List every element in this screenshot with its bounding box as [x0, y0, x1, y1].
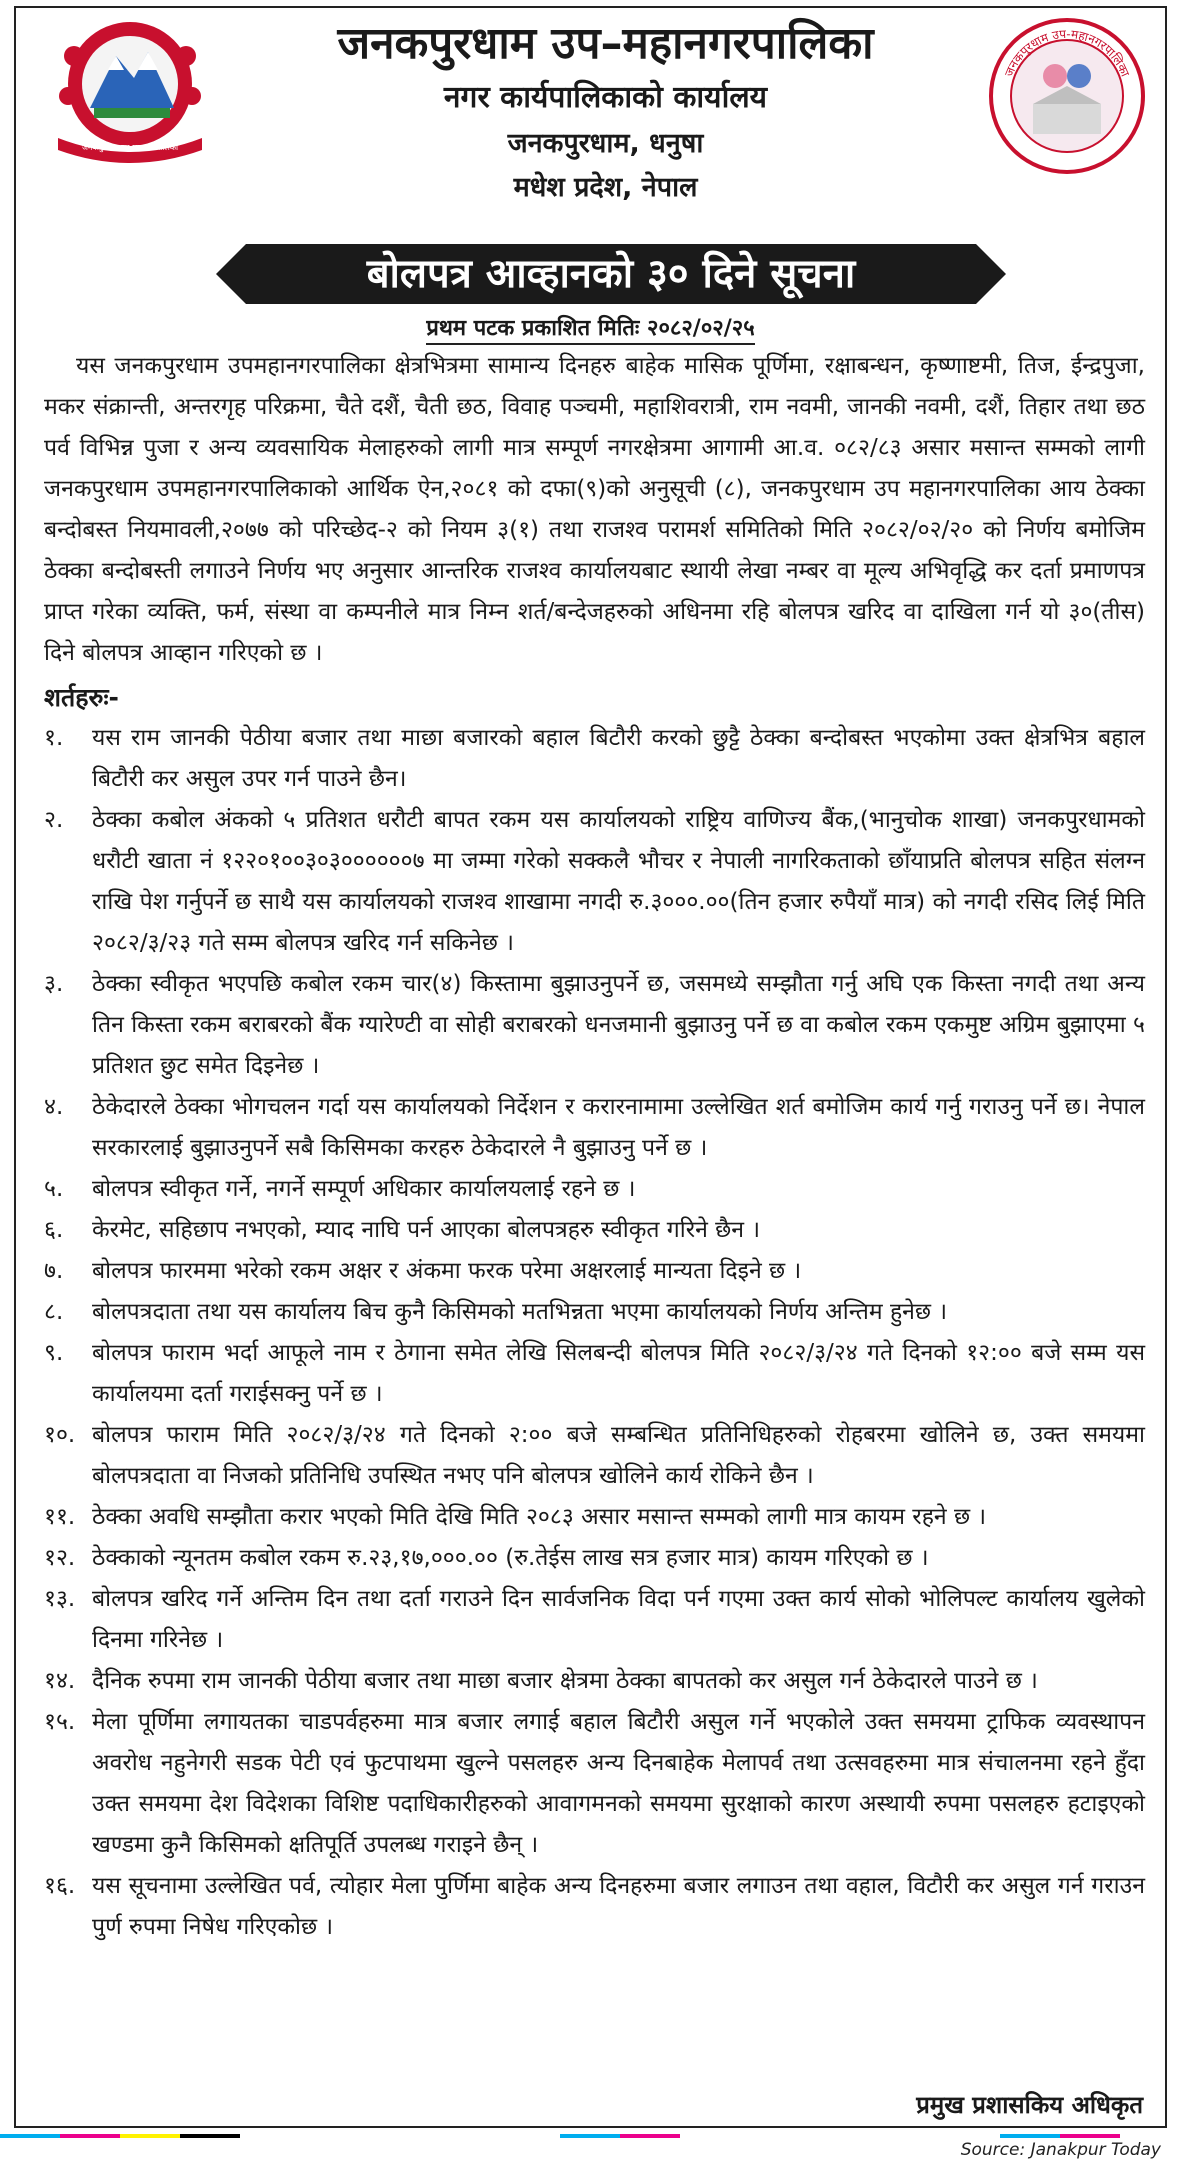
condition-number: १५.: [44, 1709, 76, 1735]
office-heading: [236, 14, 975, 210]
notice-title: बोलपत्र आव्हानको ३० दिने सूचना: [366, 251, 856, 297]
condition-number: १०.: [44, 1422, 76, 1448]
notice-header: [16, 8, 1165, 243]
condition-text: केरमेट, सहिछाप नभएको, म्याद नाघि पर्न आएका बोलपत्रहरु स्वीकृत गरिने छैन ।: [92, 1217, 761, 1243]
condition-text: ठेकेदारले ठेक्का भोगचलन गर्दा यस कार्यालयको निर्देशन र करारनामामा उल्लेखित शर्त बमोजिम कार्य गर्नु गराउनु पर्ने छ। नेपाल सरकारलाई बुझाउनुपर्ने सबै किसिमका करहरु ठेकेदारले नै बुझाउनु पर्ने छ ।: [92, 1094, 1145, 1161]
condition-item: [44, 964, 1145, 1087]
emblem-left-caption: जनकपुरधाम उप-महानगरपालिका: [81, 143, 179, 152]
condition-item: [44, 1210, 1145, 1251]
condition-number: २.: [44, 807, 64, 833]
condition-number: ६.: [44, 1217, 64, 1243]
condition-number: ४.: [44, 1094, 64, 1120]
condition-item: [44, 1415, 1145, 1497]
condition-item: [44, 1579, 1145, 1661]
condition-item: [44, 1866, 1145, 1948]
condition-item: [44, 1169, 1145, 1210]
signature-title: प्रमुख प्रशासकिय अधिकृत: [916, 2091, 1143, 2119]
notice-frame: [14, 6, 1167, 2128]
nepal-emblem-icon: [38, 16, 222, 166]
office-province: मधेश प्रदेश, नेपाल: [513, 172, 698, 203]
condition-item: [44, 800, 1145, 964]
condition-number: ८.: [44, 1299, 64, 1325]
condition-item: [44, 1497, 1145, 1538]
notice-body: [44, 346, 1145, 1948]
condition-text: मेला पूर्णिमा लगायतका चाडपर्वहरुमा मात्र बजार लगाई बहाल बिटौरी असुल गर्ने भएकोले उक्त समयमा ट्राफिक व्यवस्थापन अवरोध नहुनेगरी सडक पेटी एवं फुटपाथमा खुल्ने पसलहरु अन्य दिनबाहेक मेलापर्व तथा उत्सवहरुमा मात्र संचालनमा रहने हुँदा उक्त समयमा देश विदेशका विशिष्ट पदाधिकारीहरुको आवागमनको समयमा सुरक्षाको कारण अस्थायी रुपमा पसलहरु हटाइएको खण्डमा कुनै किसिमको क्षतिपूर्ति उपलब्ध गराइने छैन् ।: [92, 1709, 1145, 1858]
condition-number: ७.: [44, 1258, 64, 1284]
condition-number: ९.: [44, 1340, 64, 1366]
published-date: [16, 312, 1165, 342]
condition-number: ११.: [44, 1504, 76, 1530]
condition-text: दैनिक रुपमा राम जानकी पेठीया बजार तथा माछा बजार क्षेत्रमा ठेक्का बापतको कर असुल गर्न ठेकेदारले पाउने छ ।: [92, 1668, 1038, 1694]
office-name: नगर कार्यपालिकाको कार्यालय: [443, 80, 768, 115]
condition-item: [44, 1702, 1145, 1866]
condition-text: ठेक्का अवधि सम्झौता करार भएको मिति देखि मिति २०८३ असार मसान्त सम्मको लागी मात्र कायम रहने छ ।: [92, 1504, 987, 1530]
condition-number: १.: [44, 725, 64, 751]
municipality-logo-icon: [987, 16, 1147, 176]
source-credit: Source: Janakpur Today: [960, 2140, 1161, 2160]
condition-item: [44, 718, 1145, 800]
office-location: जनकपुरधाम, धनुषा: [507, 128, 704, 159]
condition-number: १६.: [44, 1873, 76, 1899]
condition-text: यस राम जानकी पेठीया बजार तथा माछा बजारको बहाल बिटौरी करको छुट्टै ठेक्का बन्दोबस्त भएकोमा उक्त क्षेत्रभित्र बहाल बिटौरी कर असुल उपर गर्न पाउने छैन।: [92, 725, 1145, 792]
condition-number: १२.: [44, 1545, 76, 1571]
condition-text: बोलपत्र फारममा भरेको रकम अक्षर र अंकमा फरक परेमा अक्षरलाई मान्यता दिइने छ ।: [92, 1258, 802, 1284]
condition-item: [44, 1538, 1145, 1579]
condition-item: [44, 1251, 1145, 1292]
condition-item: [44, 1087, 1145, 1169]
condition-text: बोलपत्र स्वीकृत गर्ने, नगर्ने सम्पूर्ण अधिकार कार्यालयलाई रहने छ ।: [92, 1176, 636, 1202]
condition-number: १४.: [44, 1668, 76, 1694]
published-date-text: प्रथम पटक प्रकाशित मितिः २०८२/०२/२५: [426, 316, 754, 345]
condition-text: ठेक्का कबोल अंकको ५ प्रतिशत धरौटी बापत रकम यस कार्यालयको राष्ट्रिय वाणिज्य बैंक,(भानुचोक शाखा) जनकपुरधामको धरौटी खाता नं १२२०१००३०३००००००७ मा जम्मा गरेको सक्कलै भौचर र नेपाली नागरिकताको छाँयाप्रति बोलपत्र सहित संलग्न राखि पेश गर्नुपर्ने छ साथै यस कार्यालयको राजश्व शाखामा नगदी रु.३०००.००(तिन हजार रुपैयाँ मात्र) को नगदी रसिद लिई मिति २०८२/३/२३ गते सम्म बोलपत्र खरिद गर्न सकिनेछ ।: [92, 807, 1145, 956]
condition-text: बोलपत्रदाता तथा यस कार्यालय बिच कुनै किसिमको मतभिन्नता भएमा कार्यालयको निर्णय अन्तिम हुनेछ ।: [92, 1299, 948, 1325]
condition-text: ठेक्का स्वीकृत भएपछि कबोल रकम चार(४) किस्तामा बुझाउनुपर्ने छ, जसमध्ये सम्झौता गर्नु अघि एक किस्ता नगदी तथा अन्य तिन किस्ता रकम बराबरको बैंक ग्यारेण्टी वा सोही बराबरको धनजमानी बुझाउनु पर्ने छ वा कबोल रकम एकमुष्ट अग्रिम बुझाएमा ५ प्रतिशत छुट समेत दिइनेछ ।: [92, 971, 1145, 1079]
condition-number: १३.: [44, 1586, 76, 1612]
condition-text: ठेक्काको न्यूनतम कबोल रकम रु.२३,१७,०००.०० (रु.तेईस लाख सत्र हजार मात्र) कायम गरिएको छ ।: [92, 1545, 929, 1571]
condition-text: बोलपत्र खरिद गर्ने अन्तिम दिन तथा दर्ता गराउने दिन सार्वजनिक विदा पर्न गएमा उक्त कार्य सोको भोलिपल्ट कार्यालय खुलेको दिनमा गरिनेछ ।: [92, 1586, 1145, 1653]
intro-paragraph: यस जनकपुरधाम उपमहानगरपालिका क्षेत्रभित्रमा सामान्य दिनहरु बाहेक मासिक पूर्णिमा, रक्षाबन्धन, कृष्णाष्टमी, तिज, ईन्द्रपुजा, मकर संक्रान्ती, अन्तरगृह परिक्रमा, चैते दशैं, चैती छठ, विवाह पञ्चमी, महाशिवरात्री, राम नवमी, जानकी नवमी, दशैं, तिहार तथा छठ पर्व विभिन्न पुजा र अन्य व्यवसायिक मेलाहरुको लागी मात्र सम्पूर्ण नगरक्षेत्रमा आगामी आ.व. ०८२/८३ असार मसान्त सम्मको लागी जनकपुरधाम उपमहानगरपालिकाको आर्थिक ऐन,२०८१ को दफा(९)को अनुसूची (८), जनकपुरधाम उप महानगरपालिका आय ठेक्का बन्दोबस्त नियमावली,२०७७ को परिच्छेद-२ को नियम ३(१) तथा राजश्व परामर्श समितिको मिति २०८२/०२/२० को निर्णय बमोजिम ठेक्का बन्दोबस्ती लगाउने निर्णय भए अनुसार आन्तरिक राजश्व कार्यालयबाट स्थायी लेखा नम्बर वा मूल्य अभिवृद्धि कर दर्ता प्रमाणपत्र प्राप्त गरेका व्यक्ति, फर्म, संस्था वा कम्पनीले मात्र निम्न शर्त/बन्देजहरुको अधिनमा रहि बोलपत्र खरिद वा दाखिला गर्न यो ३०(तीस) दिने बोलपत्र आव्हान गरिएको छ ।: [44, 353, 1145, 666]
condition-text: बोलपत्र फाराम मिति २०८२/३/२४ गते दिनको २:०० बजे सम्बन्धित प्रतिनिधिहरुको रोहबरमा खोलिने छ, उक्त समयमा बोलपत्रदाता वा निजको प्रतिनिधि उपस्थित नभए पनि बोलपत्र खोलिने कार्य रोकिने छैन ।: [92, 1422, 1145, 1489]
color-stripes: [0, 2134, 1181, 2138]
condition-item: [44, 1292, 1145, 1333]
condition-text: यस सूचनामा उल्लेखित पर्व, त्योहार मेला पुर्णिमा बाहेक अन्य दिनहरुमा बजार लगाउन तथा वहाल, विटौरी कर असुल गर्न गराउन पुर्ण रुपमा निषेध गरिएकोछ ।: [92, 1873, 1145, 1940]
condition-text: बोलपत्र फाराम भर्दा आफूले नाम र ठेगाना समेत लेखि सिलबन्दी बोलपत्र मिति २०८२/३/२४ गते दिनको १२:०० बजे सम्म यस कार्यालयमा दर्ता गराईसक्नु पर्ने छ ।: [92, 1340, 1145, 1407]
condition-number: ३.: [44, 971, 64, 997]
conditions-list: [44, 718, 1145, 1948]
emblem-right-caption: जनकपुरधाम उप-महानगरपालिका: [1001, 26, 1133, 79]
condition-number: ५.: [44, 1176, 64, 1202]
municipality-name: जनकपुरधाम उप–महानगरपालिका: [337, 18, 874, 69]
conditions-heading: शर्तहरुः-: [44, 683, 119, 712]
condition-item: [44, 1333, 1145, 1415]
condition-item: [44, 1661, 1145, 1702]
